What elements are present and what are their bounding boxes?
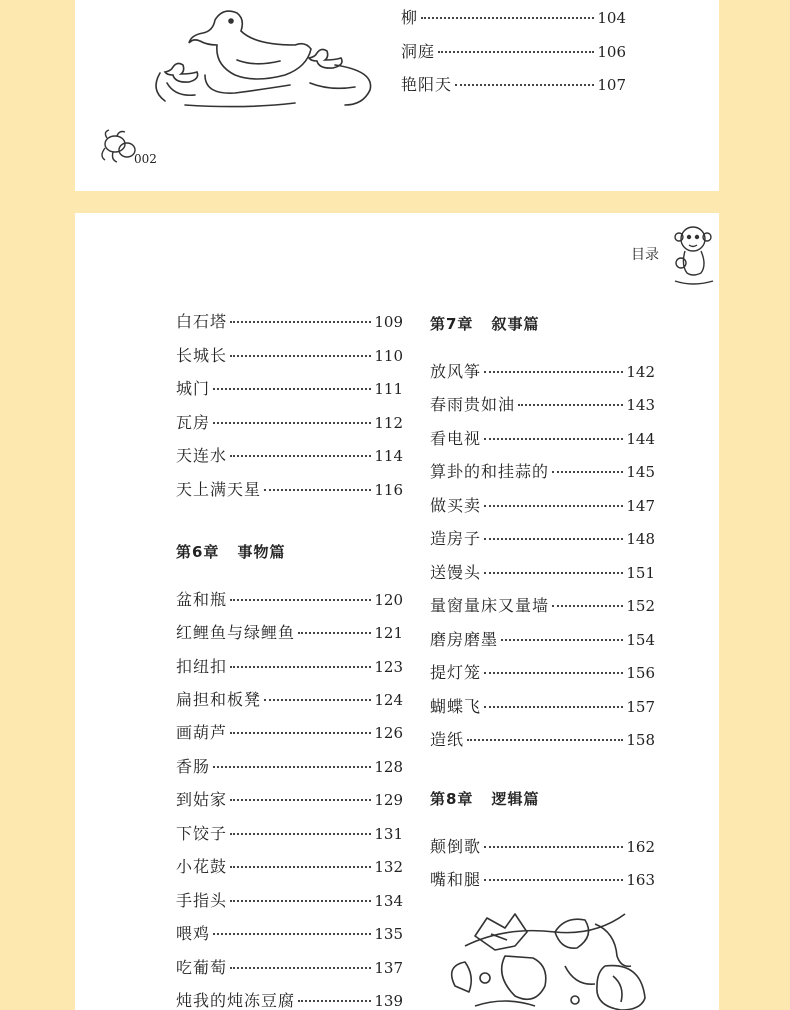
- toc-entry[interactable]: 喂鸡 135: [176, 924, 403, 943]
- monkey-mascot-icon: [667, 221, 719, 289]
- toc-entry[interactable]: 红鲤鱼与绿鲤鱼 121: [176, 623, 403, 642]
- toc-entry[interactable]: 扁担和板凳 124: [176, 690, 403, 709]
- toc-entry[interactable]: 磨房磨墨 154: [430, 630, 655, 649]
- toc-entry[interactable]: 洞庭 106: [401, 42, 626, 61]
- toc-entry[interactable]: 盆和瓶 120: [176, 590, 403, 609]
- toc-entry[interactable]: 画葫芦 126: [176, 723, 403, 742]
- toc-entry[interactable]: 白石塔 109: [176, 312, 403, 331]
- toc-entry[interactable]: 长城长 110: [176, 346, 403, 365]
- toc-entry[interactable]: 提灯笼 156: [430, 663, 655, 682]
- page-number: 002: [134, 152, 157, 166]
- toc-entry[interactable]: 看电视 144: [430, 429, 655, 448]
- plant-illustration-icon: [445, 906, 655, 1010]
- toc-entry[interactable]: 吃葡萄 137: [176, 958, 403, 977]
- toc-entry[interactable]: 造房子 148: [430, 529, 655, 548]
- toc-entry[interactable]: 香肠 128: [176, 757, 403, 776]
- toc-entry[interactable]: 下饺子 131: [176, 824, 403, 843]
- toc-entry[interactable]: 艳阳天 107: [401, 75, 626, 94]
- top-page: [75, 0, 719, 191]
- toc-entry[interactable]: 量窗量床又量墙 152: [430, 596, 655, 615]
- toc-entry[interactable]: 造纸 158: [430, 730, 655, 749]
- toc-entry[interactable]: 春雨贵如油 143: [430, 395, 655, 414]
- toc-entry[interactable]: 柳 104: [401, 8, 626, 27]
- toc-entry[interactable]: 算卦的和挂蒜的 145: [430, 462, 655, 481]
- toc-entry[interactable]: 嘴和腿 163: [430, 870, 655, 889]
- duck-illustration-icon: [145, 5, 385, 110]
- chapter-heading: 第6章 事物篇: [176, 543, 286, 561]
- toc-entry[interactable]: 颠倒歌 162: [430, 837, 655, 856]
- chapter-heading: 第8章 逻辑篇: [430, 790, 540, 808]
- toc-entry[interactable]: 扣纽扣 123: [176, 657, 403, 676]
- toc-entry[interactable]: 送馒头 151: [430, 563, 655, 582]
- toc-entry[interactable]: 蝴蝶飞 157: [430, 697, 655, 716]
- toc-entry[interactable]: 天上满天星 116: [176, 480, 403, 499]
- toc-entry[interactable]: 小花鼓 132: [176, 857, 403, 876]
- toc-entry[interactable]: 手指头 134: [176, 891, 403, 910]
- toc-entry[interactable]: 瓦房 112: [176, 413, 403, 432]
- toc-entry[interactable]: 做买卖 147: [430, 496, 655, 515]
- toc-entry[interactable]: 城门 111: [176, 379, 403, 398]
- toc-entry[interactable]: 放风筝 142: [430, 362, 655, 381]
- bottom-page: [75, 213, 719, 1010]
- toc-entry[interactable]: 到姑家 129: [176, 790, 403, 809]
- chapter-heading: 第7章 叙事篇: [430, 315, 540, 333]
- toc-entry[interactable]: 天连水 114: [176, 446, 403, 465]
- toc-entry[interactable]: 炖我的炖冻豆腐 139: [176, 991, 403, 1010]
- header-label: 目录: [631, 247, 659, 263]
